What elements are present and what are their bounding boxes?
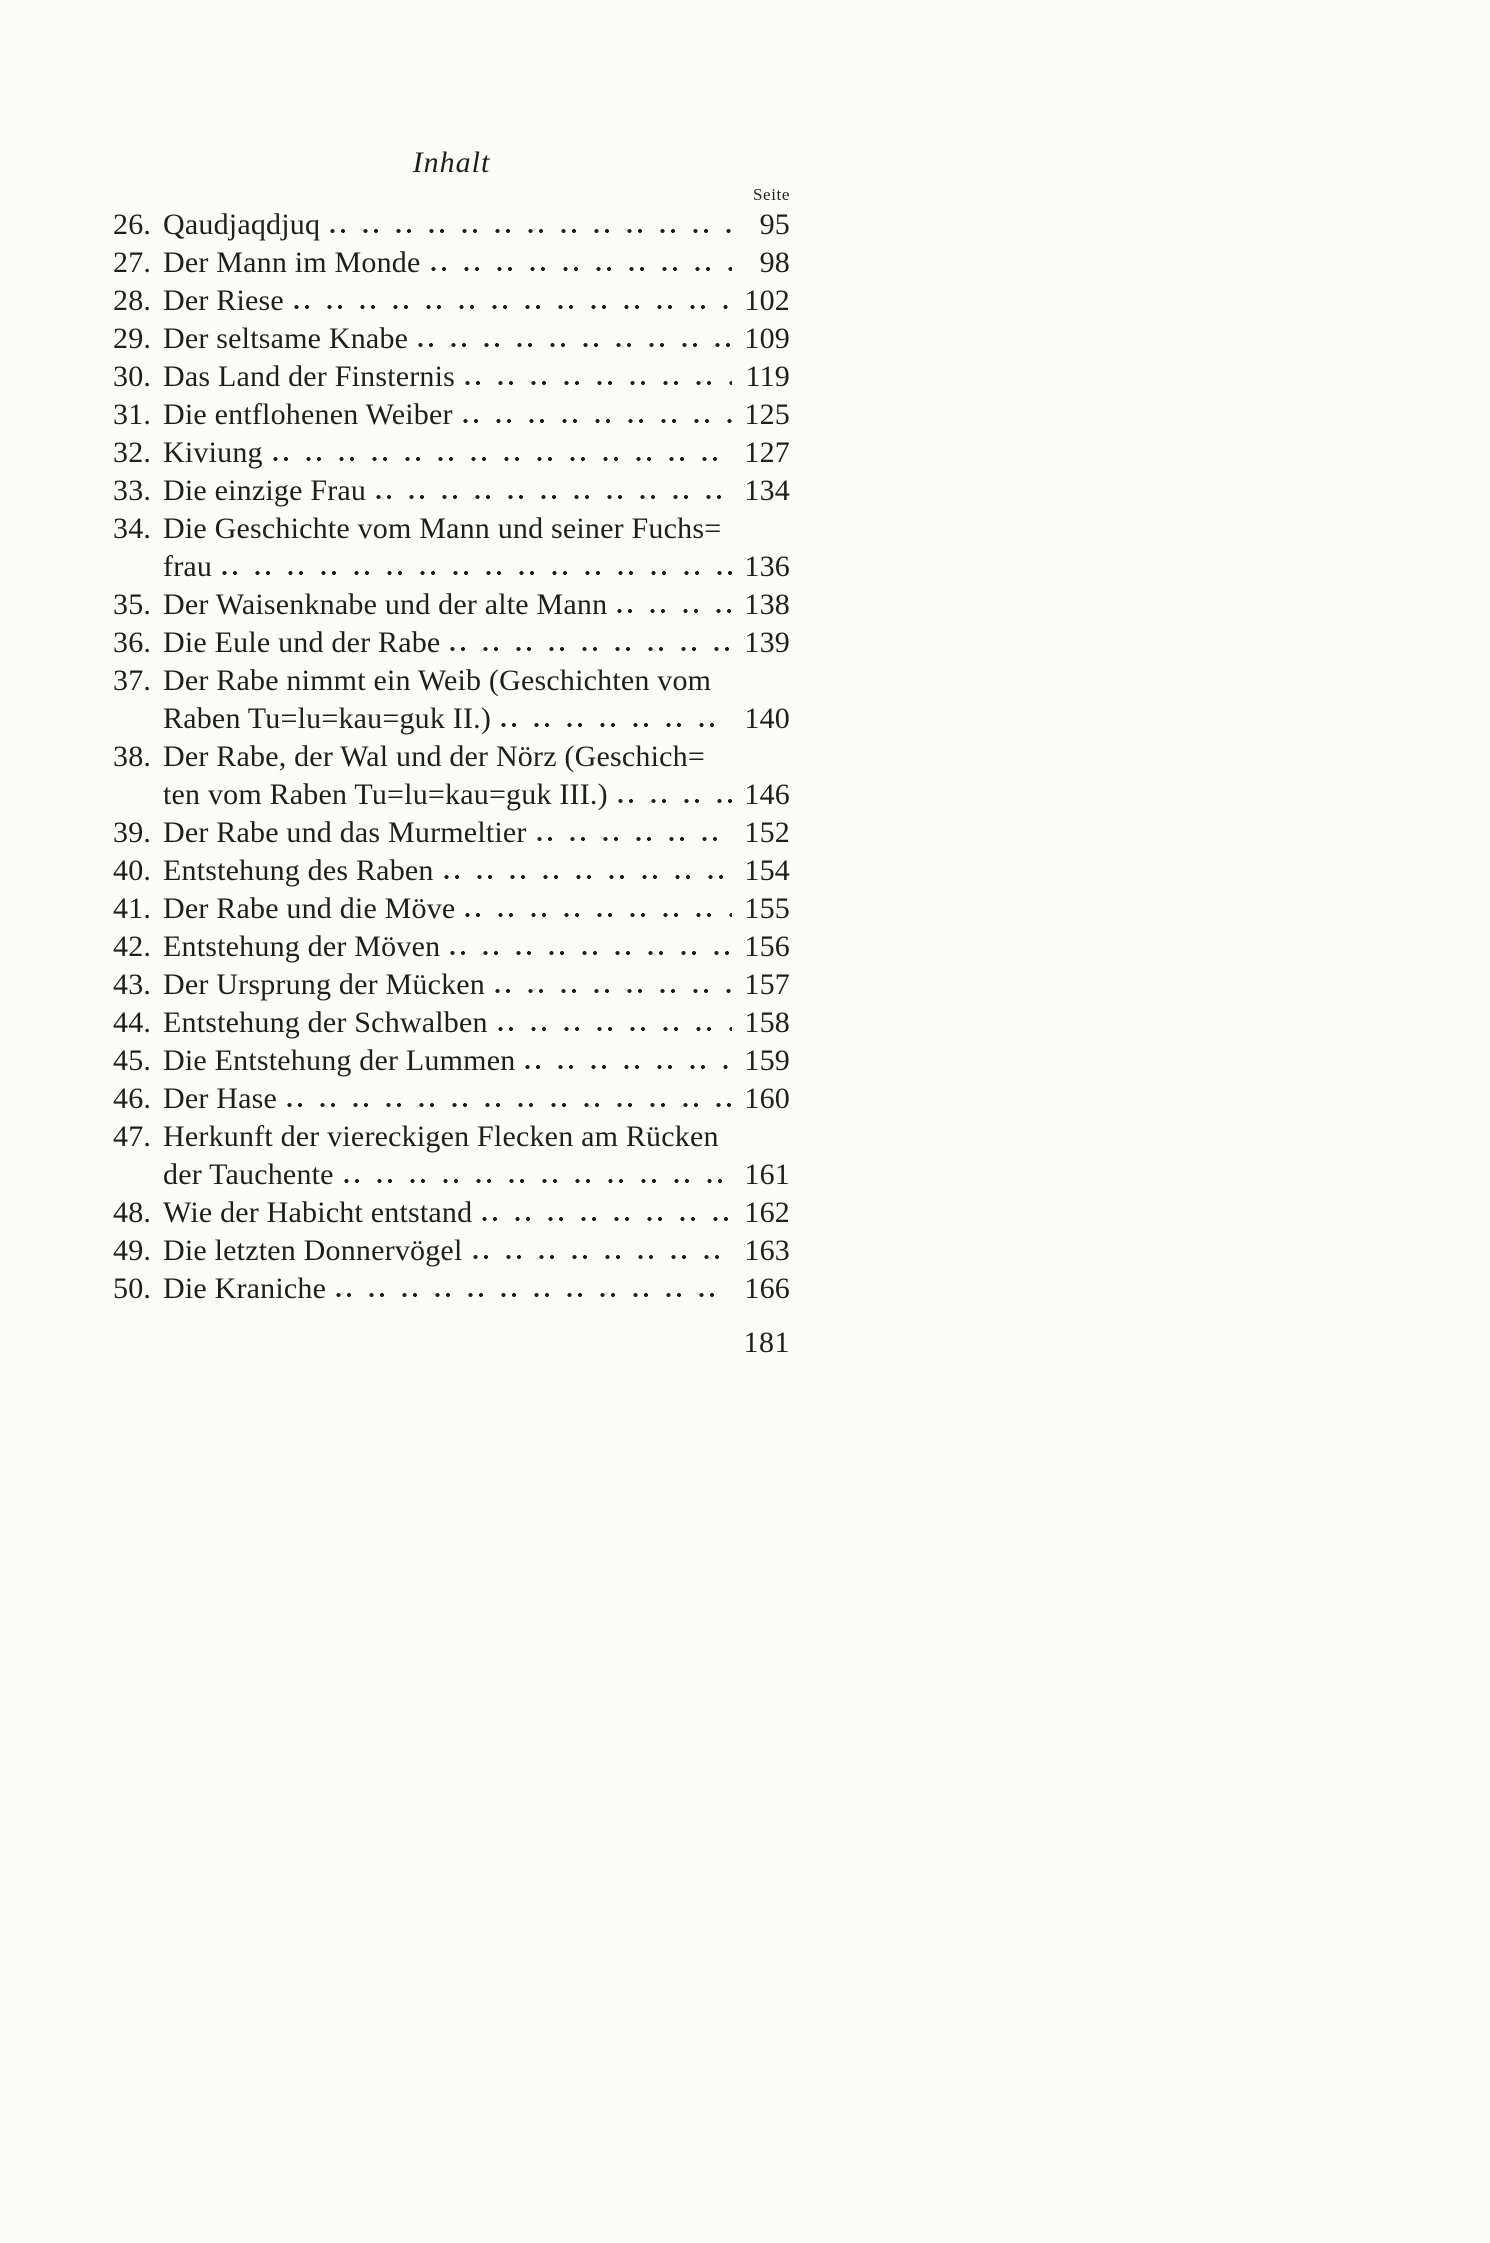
toc-line xyxy=(113,1080,790,1118)
dot-leader xyxy=(472,1251,733,1260)
toc-entry-page: 109 xyxy=(744,322,790,355)
dot-leader xyxy=(375,491,732,500)
toc-entry-title: Entstehung der Möven xyxy=(163,930,441,963)
toc-entry-title: Die Entstehung der Lummen xyxy=(163,1044,516,1077)
toc-line xyxy=(113,966,790,1004)
toc-entry-page: 136 xyxy=(744,550,790,583)
toc-entry-page: 155 xyxy=(744,892,790,925)
toc-line xyxy=(113,890,790,928)
toc-entry-number: 44. xyxy=(113,1006,152,1039)
dot-leader xyxy=(443,871,732,880)
toc-entry-page: 156 xyxy=(744,930,790,963)
toc-line xyxy=(113,358,790,396)
toc-line xyxy=(113,472,790,510)
toc-entry-title: Der Rabe, der Wal und der Nörz (Geschich= xyxy=(163,740,705,773)
dot-leader xyxy=(616,605,732,614)
dot-leader xyxy=(293,301,732,310)
dot-leader xyxy=(343,1175,732,1184)
toc-entry-page: 163 xyxy=(744,1234,790,1267)
toc-list xyxy=(113,206,790,1308)
toc-entry-number: 26. xyxy=(113,208,152,241)
toc-entry-number: 42. xyxy=(113,930,152,963)
toc-entry-number: 49. xyxy=(113,1234,152,1267)
toc-line xyxy=(113,206,790,244)
dot-leader xyxy=(430,263,732,272)
toc-entry-number: 37. xyxy=(113,664,152,697)
toc-entry-number: 50. xyxy=(113,1272,152,1305)
toc-entry-title: ten vom Raben Tu=lu=kau=guk III.) xyxy=(163,778,608,811)
toc-line xyxy=(113,1232,790,1270)
toc-entry-number: 45. xyxy=(113,1044,152,1077)
toc-entry-title: Wie der Habicht entstand xyxy=(163,1196,473,1229)
toc-entry-title: Die Kraniche xyxy=(163,1272,327,1305)
toc-entry-title: Der seltsame Knabe xyxy=(163,322,409,355)
toc-entry-title: Raben Tu=lu=kau=guk II.) xyxy=(163,702,492,735)
dot-leader xyxy=(464,377,732,386)
dot-leader xyxy=(449,947,732,956)
dot-leader xyxy=(500,719,732,728)
dot-leader xyxy=(617,795,732,804)
toc-line xyxy=(113,548,790,586)
toc-entry-title: Der Mann im Monde xyxy=(163,246,421,279)
toc-entry-title: Der Hase xyxy=(163,1082,278,1115)
toc-entry-page: 158 xyxy=(744,1006,790,1039)
book-page-number: 181 xyxy=(743,1326,790,1359)
toc-entry-title: Die letzten Donnervögel xyxy=(163,1234,463,1267)
toc-line xyxy=(113,1194,790,1232)
toc-line xyxy=(113,624,790,662)
toc-entry-page: 159 xyxy=(744,1044,790,1077)
toc-entry-number: 41. xyxy=(113,892,152,925)
toc-line xyxy=(113,586,790,624)
toc-entry-page: 98 xyxy=(759,246,790,279)
toc-entry-page: 139 xyxy=(744,626,790,659)
toc-entry-page: 166 xyxy=(744,1272,790,1305)
toc-entry-title: Der Rabe und die Möve xyxy=(163,892,456,925)
dot-leader xyxy=(417,339,732,348)
toc-entry-title: Der Riese xyxy=(163,284,284,317)
toc-entry-title: Die entflohenen Weiber xyxy=(163,398,453,431)
toc-line xyxy=(113,776,790,814)
toc-entry-title: Die Geschichte vom Mann und seiner Fuchs= xyxy=(163,512,722,545)
toc-entry-title: Der Waisenknabe und der alte Mann xyxy=(163,588,608,621)
toc-entry-page: 157 xyxy=(744,968,790,1001)
toc-entry-number: 36. xyxy=(113,626,152,659)
toc-entry-title: Die Eule und der Rabe xyxy=(163,626,441,659)
toc-entry-number: 46. xyxy=(113,1082,152,1115)
dot-leader xyxy=(272,453,732,462)
toc-line xyxy=(113,320,790,358)
toc-entry-number: 47. xyxy=(113,1120,152,1153)
toc-entry-number: 43. xyxy=(113,968,152,1001)
page-column-label: Seite xyxy=(753,185,790,204)
dot-leader xyxy=(497,1023,732,1032)
toc-line xyxy=(113,1156,790,1194)
toc-entry-page: 102 xyxy=(744,284,790,317)
toc-line xyxy=(113,1004,790,1042)
toc-entry-number: 34. xyxy=(113,512,152,545)
toc-content xyxy=(113,146,790,1362)
toc-entry-title: Die einzige Frau xyxy=(163,474,367,507)
toc-line xyxy=(113,244,790,282)
toc-line xyxy=(113,510,790,548)
toc-entry-number: 33. xyxy=(113,474,152,507)
toc-entry-page: 160 xyxy=(744,1082,790,1115)
toc-entry-title: Qaudjaqdjuq xyxy=(163,208,321,241)
toc-entry-number: 38. xyxy=(113,740,152,773)
toc-entry-number: 39. xyxy=(113,816,152,849)
dot-leader xyxy=(462,415,732,424)
dot-leader xyxy=(449,643,732,652)
toc-entry-number: 30. xyxy=(113,360,152,393)
toc-line xyxy=(113,738,790,776)
toc-heading: Inhalt xyxy=(412,146,491,179)
dot-leader xyxy=(494,985,732,994)
toc-entry-title: Der Rabe nimmt ein Weib (Geschichten vom xyxy=(163,664,712,697)
toc-entry-page: 146 xyxy=(744,778,790,811)
toc-line xyxy=(113,814,790,852)
toc-entry-page: 134 xyxy=(744,474,790,507)
toc-line xyxy=(113,1042,790,1080)
dot-leader xyxy=(335,1289,732,1298)
toc-entry-title: Der Ursprung der Mücken xyxy=(163,968,486,1001)
dot-leader xyxy=(524,1061,732,1070)
dot-leader xyxy=(464,909,732,918)
toc-line xyxy=(113,1118,790,1156)
toc-entry-page: 161 xyxy=(744,1158,790,1191)
dot-leader xyxy=(329,225,732,234)
toc-entry-title: Entstehung der Schwalben xyxy=(163,1006,488,1039)
toc-line xyxy=(113,852,790,890)
toc-line xyxy=(113,282,790,320)
toc-entry-title: frau xyxy=(163,550,213,583)
toc-entry-number: 48. xyxy=(113,1196,152,1229)
toc-entry-title: Entstehung des Raben xyxy=(163,854,434,887)
toc-line xyxy=(113,396,790,434)
toc-entry-title: Das Land der Finsternis xyxy=(163,360,456,393)
toc-line xyxy=(113,700,790,738)
toc-entry-title: Herkunft der viereckigen Flecken am Rücken xyxy=(163,1120,719,1153)
toc-entry-number: 27. xyxy=(113,246,152,279)
toc-line xyxy=(113,434,790,472)
toc-entry-page: 140 xyxy=(744,702,790,735)
dot-leader xyxy=(221,567,732,576)
toc-entry-number: 40. xyxy=(113,854,152,887)
toc-entry-page: 119 xyxy=(745,360,790,393)
toc-line xyxy=(113,662,790,700)
toc-entry-page: 125 xyxy=(744,398,790,431)
toc-entry-number: 32. xyxy=(113,436,152,469)
toc-entry-title: der Tauchente xyxy=(163,1158,334,1191)
toc-line xyxy=(113,928,790,966)
toc-entry-page: 152 xyxy=(744,816,790,849)
toc-entry-page: 127 xyxy=(744,436,790,469)
toc-entry-title: Der Rabe und das Murmeltier xyxy=(163,816,527,849)
toc-entry-page: 95 xyxy=(759,208,790,241)
dot-leader xyxy=(536,833,732,842)
toc-line xyxy=(113,1270,790,1308)
toc-entry-page: 138 xyxy=(744,588,790,621)
toc-entry-number: 35. xyxy=(113,588,152,621)
toc-entry-page: 162 xyxy=(744,1196,790,1229)
dot-leader xyxy=(481,1213,732,1222)
toc-entry-number: 31. xyxy=(113,398,152,431)
toc-entry-page: 154 xyxy=(744,854,790,887)
toc-entry-number: 28. xyxy=(113,284,152,317)
dot-leader xyxy=(286,1099,732,1108)
toc-entry-title: Kiviung xyxy=(163,436,263,469)
toc-entry-number: 29. xyxy=(113,322,152,355)
